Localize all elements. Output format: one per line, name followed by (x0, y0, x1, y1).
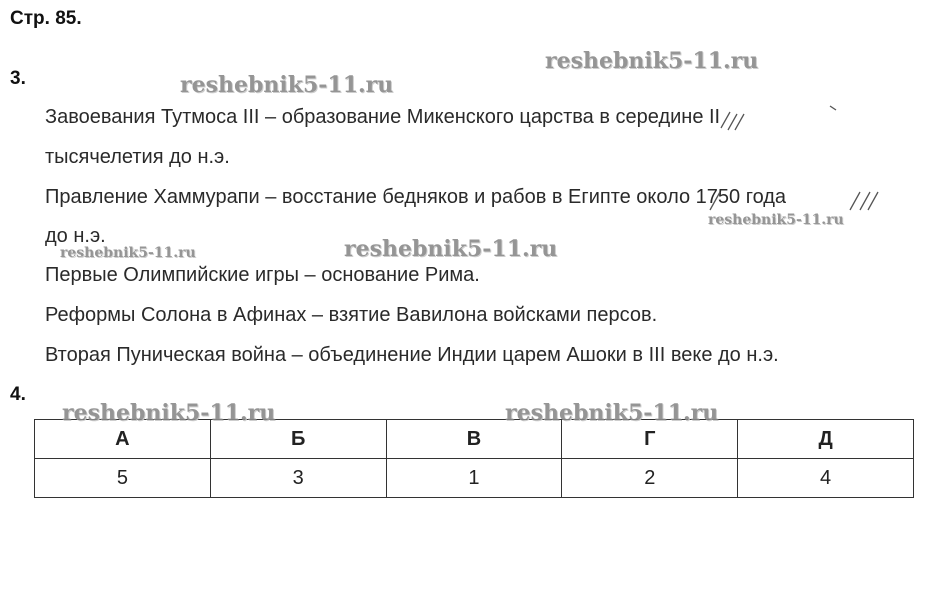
answer-table (34, 419, 914, 498)
page-reference: Стр. 85. (10, 8, 82, 29)
table-header-cell: В (386, 420, 562, 459)
watermark: reshebnik5-11.ru (344, 236, 558, 262)
scribble-mark (846, 188, 882, 214)
task-3-line: Первые Олимпийские игры – основание Рима. (45, 264, 480, 286)
table-header-cell: Б (210, 420, 386, 459)
task-3-number: 3. (10, 68, 26, 89)
table-header-cell: Г (562, 420, 738, 459)
table-header-cell: Д (738, 420, 914, 459)
watermark: reshebnik5-11.ru (505, 400, 719, 426)
task-3-line: Вторая Пуническая война – объединение Индии царем Ашоки в III веке до н.э. (45, 344, 779, 366)
scribble-mark (706, 188, 726, 214)
watermark: reshebnik5-11.ru (545, 48, 759, 74)
scribble-mark (718, 108, 758, 134)
table-header-cell: А (35, 420, 211, 459)
table-cell: 5 (35, 459, 211, 498)
table-cell: 3 (210, 459, 386, 498)
task-3-line: до н.э. (45, 225, 106, 247)
task-3-line: Завоевания Тутмоса III – образование Микенского царства в середине II (45, 106, 721, 128)
task-4-number: 4. (10, 384, 26, 405)
table-row (35, 459, 914, 498)
watermark: reshebnik5-11.ru (180, 72, 394, 98)
scribble-mark (828, 104, 840, 114)
table-cell: 4 (738, 459, 914, 498)
watermark: reshebnik5-11.ru (60, 245, 196, 261)
task-3-line: Реформы Солона в Афинах – взятие Вавилона войсками персов. (45, 304, 658, 326)
task-3-line: Правление Хаммурапи – восстание бедняков и рабов в Египте около 1750 года (45, 186, 787, 208)
watermark: reshebnik5-11.ru (62, 400, 276, 426)
table-cell: 2 (562, 459, 738, 498)
watermark: reshebnik5-11.ru (708, 212, 844, 228)
table-cell: 1 (386, 459, 562, 498)
task-3-line: тысячелетия до н.э. (45, 146, 230, 168)
